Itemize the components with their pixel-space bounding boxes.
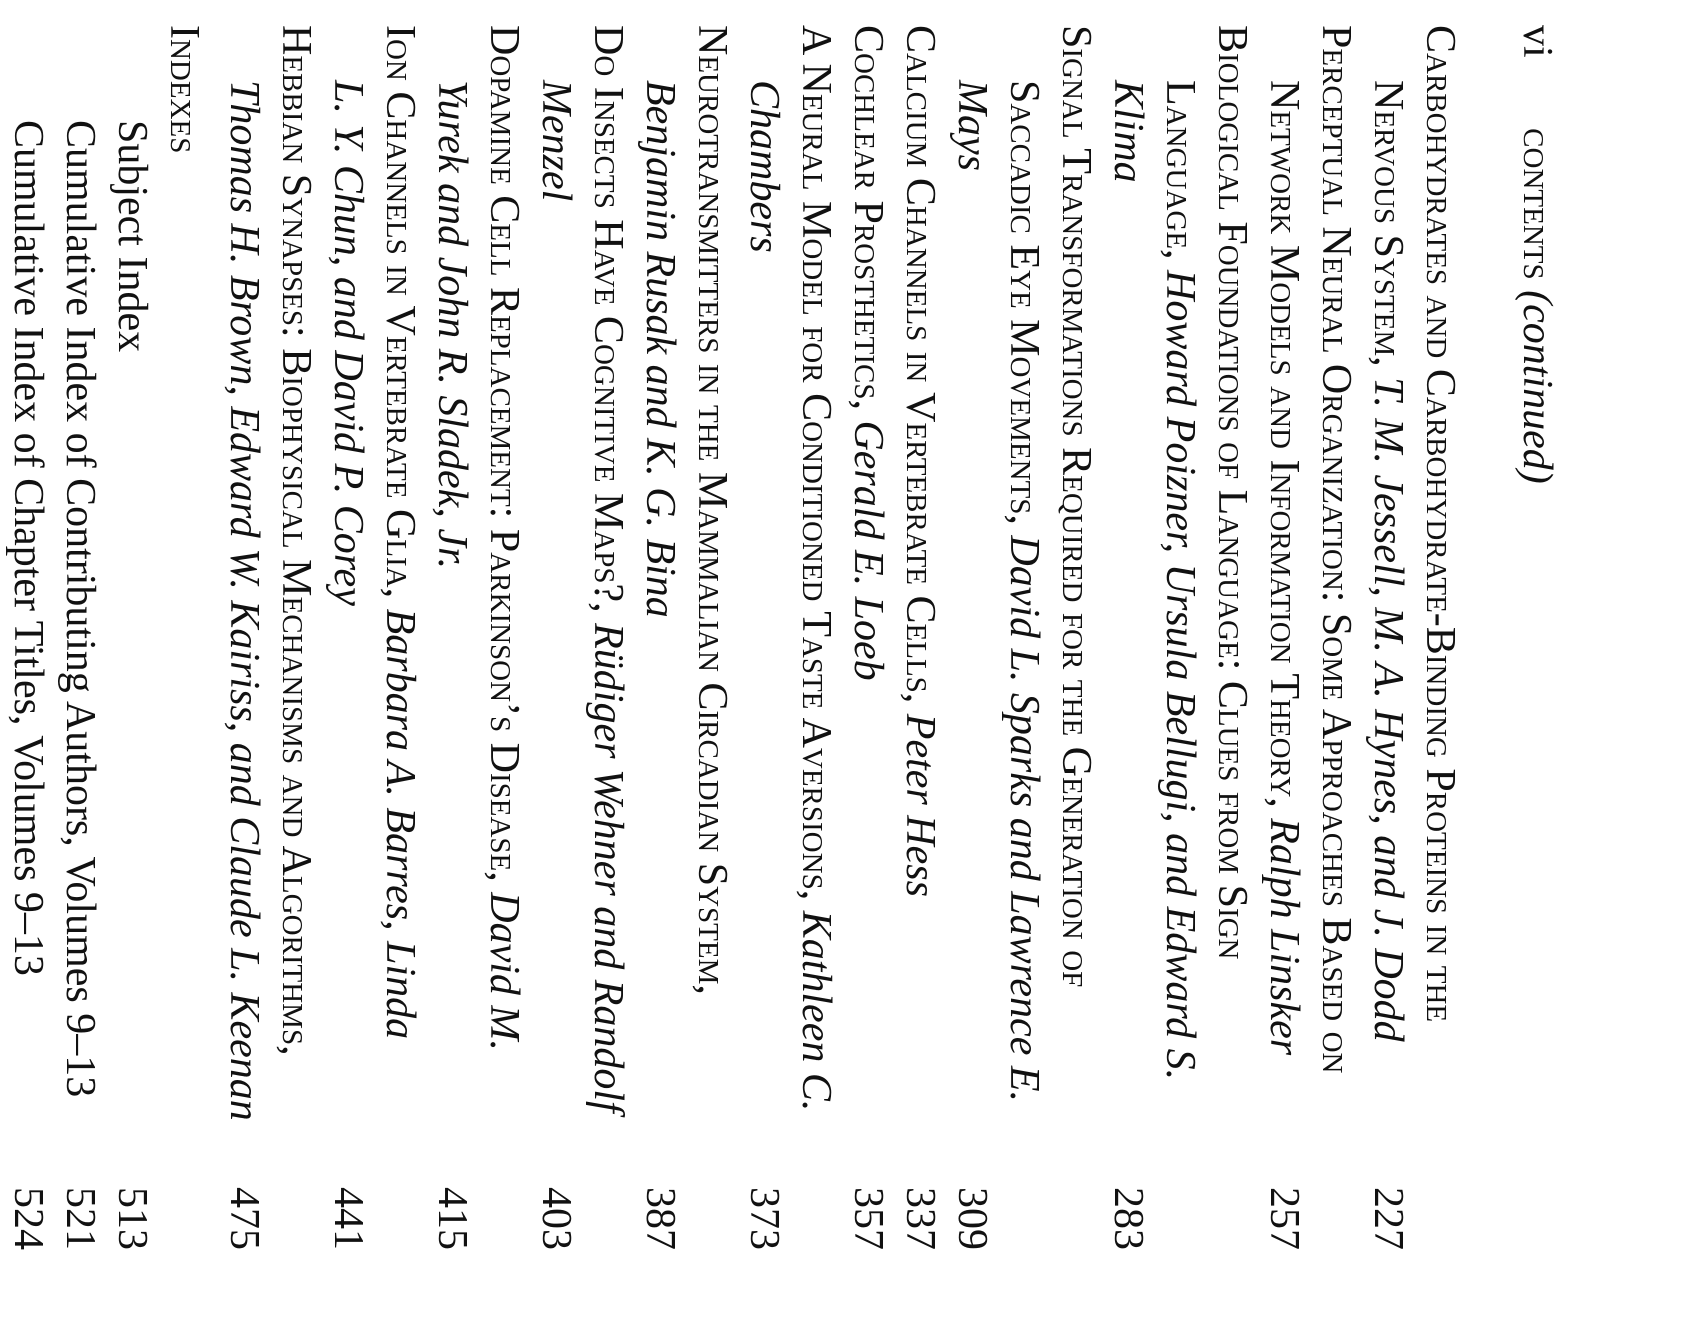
entry-title-line	[1050, 25, 1102, 1250]
contents-entry	[738, 25, 842, 1250]
chapter-title: Nervous System,	[1365, 80, 1411, 378]
contents-entry	[322, 25, 426, 1250]
chapter-authors: T. M. Jessell, M. A. Hynes, and J. Dodd	[1365, 377, 1411, 1042]
entry-continuation-line	[322, 25, 374, 1250]
entry-title-line	[1414, 25, 1466, 1250]
chapter-authors: Ralph Linsker	[1261, 818, 1307, 1056]
chapter-authors: Thomas H. Brown, Edward W. Kairiss, and Claude L. Keenan	[221, 80, 267, 1121]
chapter-authors: David L. Sparks and Lawrence E.	[1001, 535, 1047, 1102]
chapter-authors: L. Y. Chun, and David P. Corey	[325, 80, 371, 606]
contents-entry	[842, 25, 894, 1250]
entry-continuation-line	[1154, 25, 1206, 1250]
entry-continuation-line	[634, 25, 686, 1250]
entry-title-line	[686, 25, 738, 1250]
index-page-number: 524	[5, 1187, 51, 1250]
contents-entry	[530, 25, 634, 1250]
chapter-title: Do Insects Have Cognitive Maps?,	[585, 25, 631, 624]
chapter-authors: Benjamin Rusak and K. G. Bina	[637, 80, 683, 618]
chapter-title: Cochlear Prosthetics,	[845, 25, 891, 421]
chapter-authors: Mays	[949, 80, 995, 171]
index-page-number: 521	[57, 1187, 103, 1250]
indexes-section	[2, 25, 210, 1250]
running-head: contents	[1514, 128, 1560, 280]
chapter-title: Ion Channels in Vertebrate Glia,	[377, 25, 423, 609]
chapter-title: Perceptual Neural Organization: Some Approaches Based on	[1313, 25, 1359, 1074]
entry-title-line	[842, 25, 894, 1250]
page-number-folio: vi	[1514, 25, 1560, 58]
entry-page-number: 283	[1105, 1187, 1151, 1250]
contents-entry	[1102, 25, 1258, 1250]
chapter-title: Language,	[1157, 80, 1203, 271]
chapter-authors: Kathleen C.	[793, 910, 839, 1112]
contents-entry	[426, 25, 530, 1250]
indexes-heading: Indexes	[161, 25, 207, 154]
entry-title-line	[270, 25, 322, 1250]
entry-continuation-line	[1258, 25, 1310, 1250]
contents-entry	[1258, 25, 1362, 1250]
chapter-title: Carbohydrates and Carbohydrate-Binding Proteins in the	[1417, 25, 1463, 1023]
entry-page-number: 441	[325, 1187, 371, 1250]
entry-page-number: 475	[221, 1187, 267, 1250]
index-page-number: 513	[109, 1187, 155, 1250]
entry-continuation-line	[530, 25, 582, 1250]
entry-continuation-line	[738, 25, 790, 1250]
entry-title-line	[374, 25, 426, 1250]
index-label: Subject Index	[109, 120, 155, 353]
entry-page-number: 387	[637, 1187, 683, 1250]
contents-entry	[1362, 25, 1466, 1250]
entry-page-number: 227	[1365, 1187, 1411, 1250]
chapter-authors: Barbara A. Barres, Linda	[377, 608, 423, 1040]
page-header	[1511, 25, 1563, 484]
chapter-authors: David M.	[481, 892, 527, 1051]
chapter-authors: Chambers	[741, 80, 787, 253]
chapter-title: Biological Foundations of Language: Clues from Sign	[1209, 25, 1255, 960]
contents-entry	[634, 25, 738, 1250]
chapter-authors: Gerald E. Loeb	[845, 420, 891, 681]
chapter-title: Signal Transformations Required for the Generation of	[1053, 25, 1099, 988]
chapter-authors: Peter Hess	[897, 713, 943, 897]
entry-page-number: 257	[1261, 1187, 1307, 1250]
chapter-title: A Neural Model for Conditioned Taste Aversions,	[793, 25, 839, 911]
contents-entry	[218, 25, 322, 1250]
entry-title-line	[1310, 25, 1362, 1250]
entry-page-number: 337	[897, 1187, 943, 1250]
chapter-title: Calcium Channels in Vertebrate Cells,	[897, 25, 943, 714]
entry-continuation-line	[426, 25, 478, 1250]
entry-title-line	[894, 25, 946, 1250]
entry-title-line	[478, 25, 530, 1250]
index-item	[2, 25, 54, 1250]
index-label: Cumulative Index of Contributing Authors, Volumes 9–13	[57, 120, 103, 1098]
chapter-authors: Howard Poizner, Ursula Bellugi, and Edward S.	[1157, 270, 1203, 1081]
entry-page-number: 403	[533, 1187, 579, 1250]
chapter-title: Network Models and Information Theory,	[1261, 80, 1307, 819]
entry-continuation-line	[1362, 25, 1414, 1250]
entry-page-number: 357	[845, 1187, 891, 1250]
entry-title-line	[790, 25, 842, 1250]
chapter-authors: Yurek and John R. Sladek, Jr.	[429, 80, 475, 570]
entry-title-line	[1206, 25, 1258, 1250]
entry-continuation-line	[218, 25, 270, 1250]
chapter-authors: Rüdiger Wehner and Randolf	[585, 623, 631, 1113]
contents-list	[2, 25, 1466, 1250]
running-head-continued: (continued)	[1514, 290, 1560, 484]
entry-continuation-line	[946, 25, 998, 1250]
chapter-title: Saccadic Eye Movements,	[1001, 80, 1047, 536]
entry-page-number: 373	[741, 1187, 787, 1250]
entry-title-line	[582, 25, 634, 1250]
index-item	[54, 25, 106, 1250]
entry-page-number: 415	[429, 1187, 475, 1250]
contents-entry	[946, 25, 1102, 1250]
chapter-title: Hebbian Synapses: Biophysical Mechanisms and Algorithms,	[273, 25, 319, 1056]
chapter-authors: Klima	[1105, 80, 1151, 183]
index-label: Cumulative Index of Chapter Titles, Volumes 9–13	[5, 120, 51, 976]
contents-entry	[894, 25, 946, 1250]
chapter-title: Dopamine Cell Replacement: Parkinson’s Disease,	[481, 25, 527, 893]
entry-page-number: 309	[949, 1187, 995, 1250]
index-item	[106, 25, 158, 1250]
chapter-authors: Menzel	[533, 80, 579, 202]
chapter-title: Neurotransmitters in the Mammalian Circadian System,	[689, 25, 735, 995]
entry-continuation-line	[998, 25, 1050, 1250]
entry-continuation-line	[1102, 25, 1154, 1250]
